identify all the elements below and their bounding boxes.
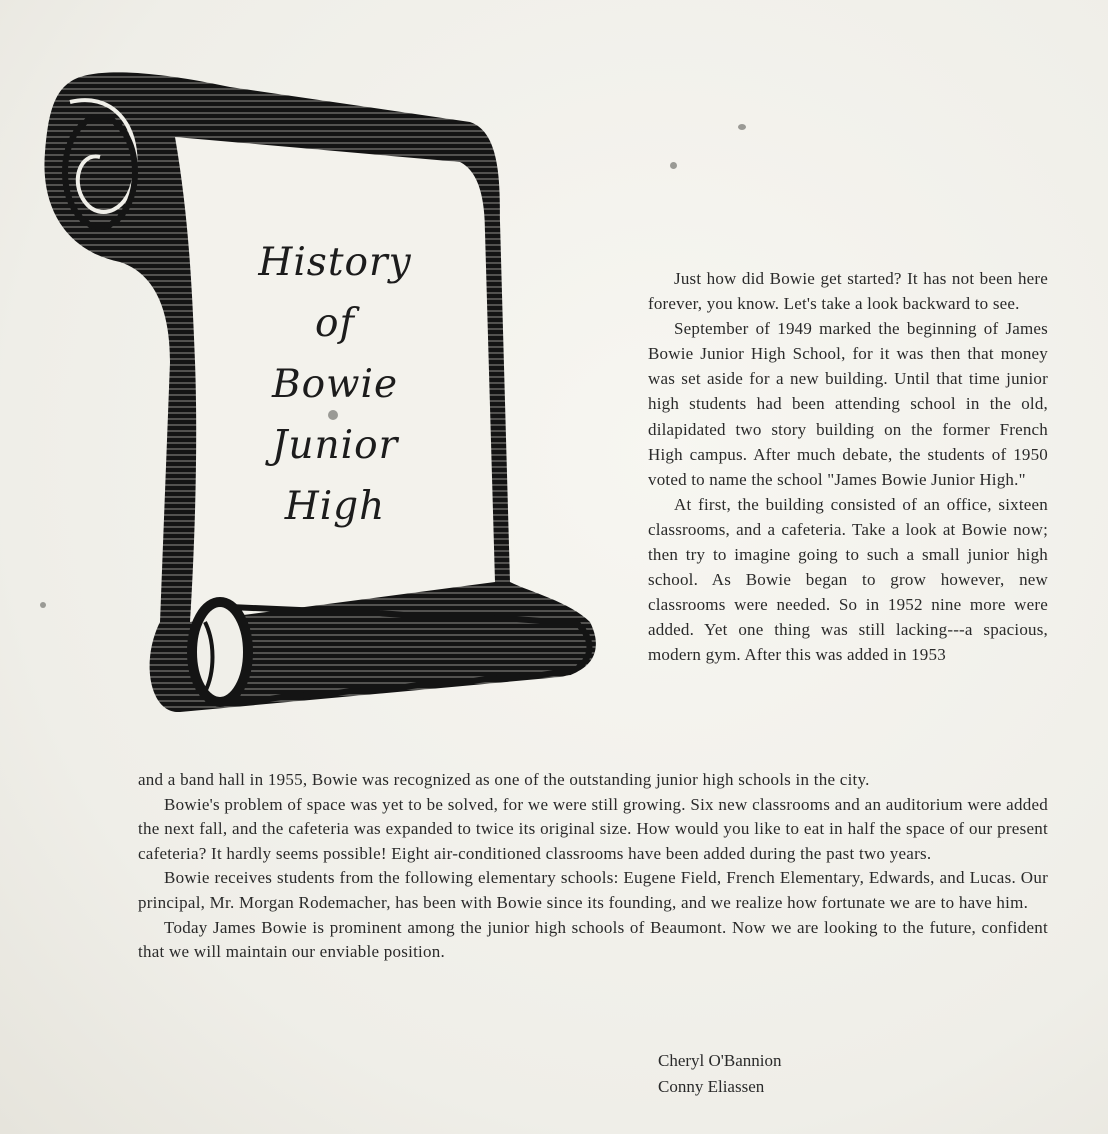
paper-speck xyxy=(328,410,338,420)
author-name: Conny Eliassen xyxy=(658,1077,765,1096)
paragraph: September of 1949 marked the beginning of James Bowie Junior High School, for it was then that money was set aside for a new building. Until that time junior high students had been attending school in the old, dilapidated two story building on the former French High campus. After much debate, the students of 1950 voted to name the school "James Bowie Junior High." xyxy=(648,319,1048,489)
title-line: High xyxy=(284,484,386,529)
full-width-text xyxy=(138,768,1048,965)
title-line: Junior xyxy=(271,423,399,468)
author-name: Cheryl O'Bannion xyxy=(658,1051,782,1070)
paper-speck xyxy=(40,602,46,608)
paragraph: and a band hall in 1955, Bowie was recognized as one of the outstanding junior high schools in the city. xyxy=(138,770,870,789)
title-line: of xyxy=(315,301,355,346)
paragraph: Bowie receives students from the following elementary schools: Eugene Field, French Elementary, Edwards, and Lucas. Our principal, Mr. Morgan Rodemacher, has been with Bowie since its founding, and we realize how fortunate we are to have him. xyxy=(138,868,1048,912)
paragraph: Today James Bowie is prominent among the junior high schools of Beaumont. Now we are looking to the future, confident that we will maintain our enviable position. xyxy=(138,917,1048,962)
paper-speck xyxy=(738,124,746,130)
author-signatures xyxy=(658,1048,781,1100)
page-title xyxy=(220,232,450,537)
paragraph: Bowie's problem of space was yet to be solved, for we were still growing. Six new classrooms and an auditorium were added the next fall, and the cafeteria was expanded to twice its original size. How would you like to eat in half the space of our present cafeteria? It hardly seems possible! Eight air-conditioned classrooms have been added during the past two years. xyxy=(138,794,1048,863)
paper-speck xyxy=(670,162,677,169)
paragraph: Just how did Bowie get started? It has not been here forever, you know. Let's take a look backward to see. xyxy=(648,269,1048,314)
paragraph: At first, the building consisted of an office, sixteen classrooms, and a cafeteria. Take a look at Bowie now; then try to imagine going to such a small junior high school. As Bowie began to grow however, new classrooms were needed. So in 1952 nine more were added. Yet one thing was still lacking---a spacious, modern gym. After this was added in 1953 xyxy=(648,494,1048,665)
title-line: Bowie xyxy=(271,362,399,407)
right-column-text xyxy=(648,266,1048,668)
title-line: History xyxy=(258,240,412,285)
